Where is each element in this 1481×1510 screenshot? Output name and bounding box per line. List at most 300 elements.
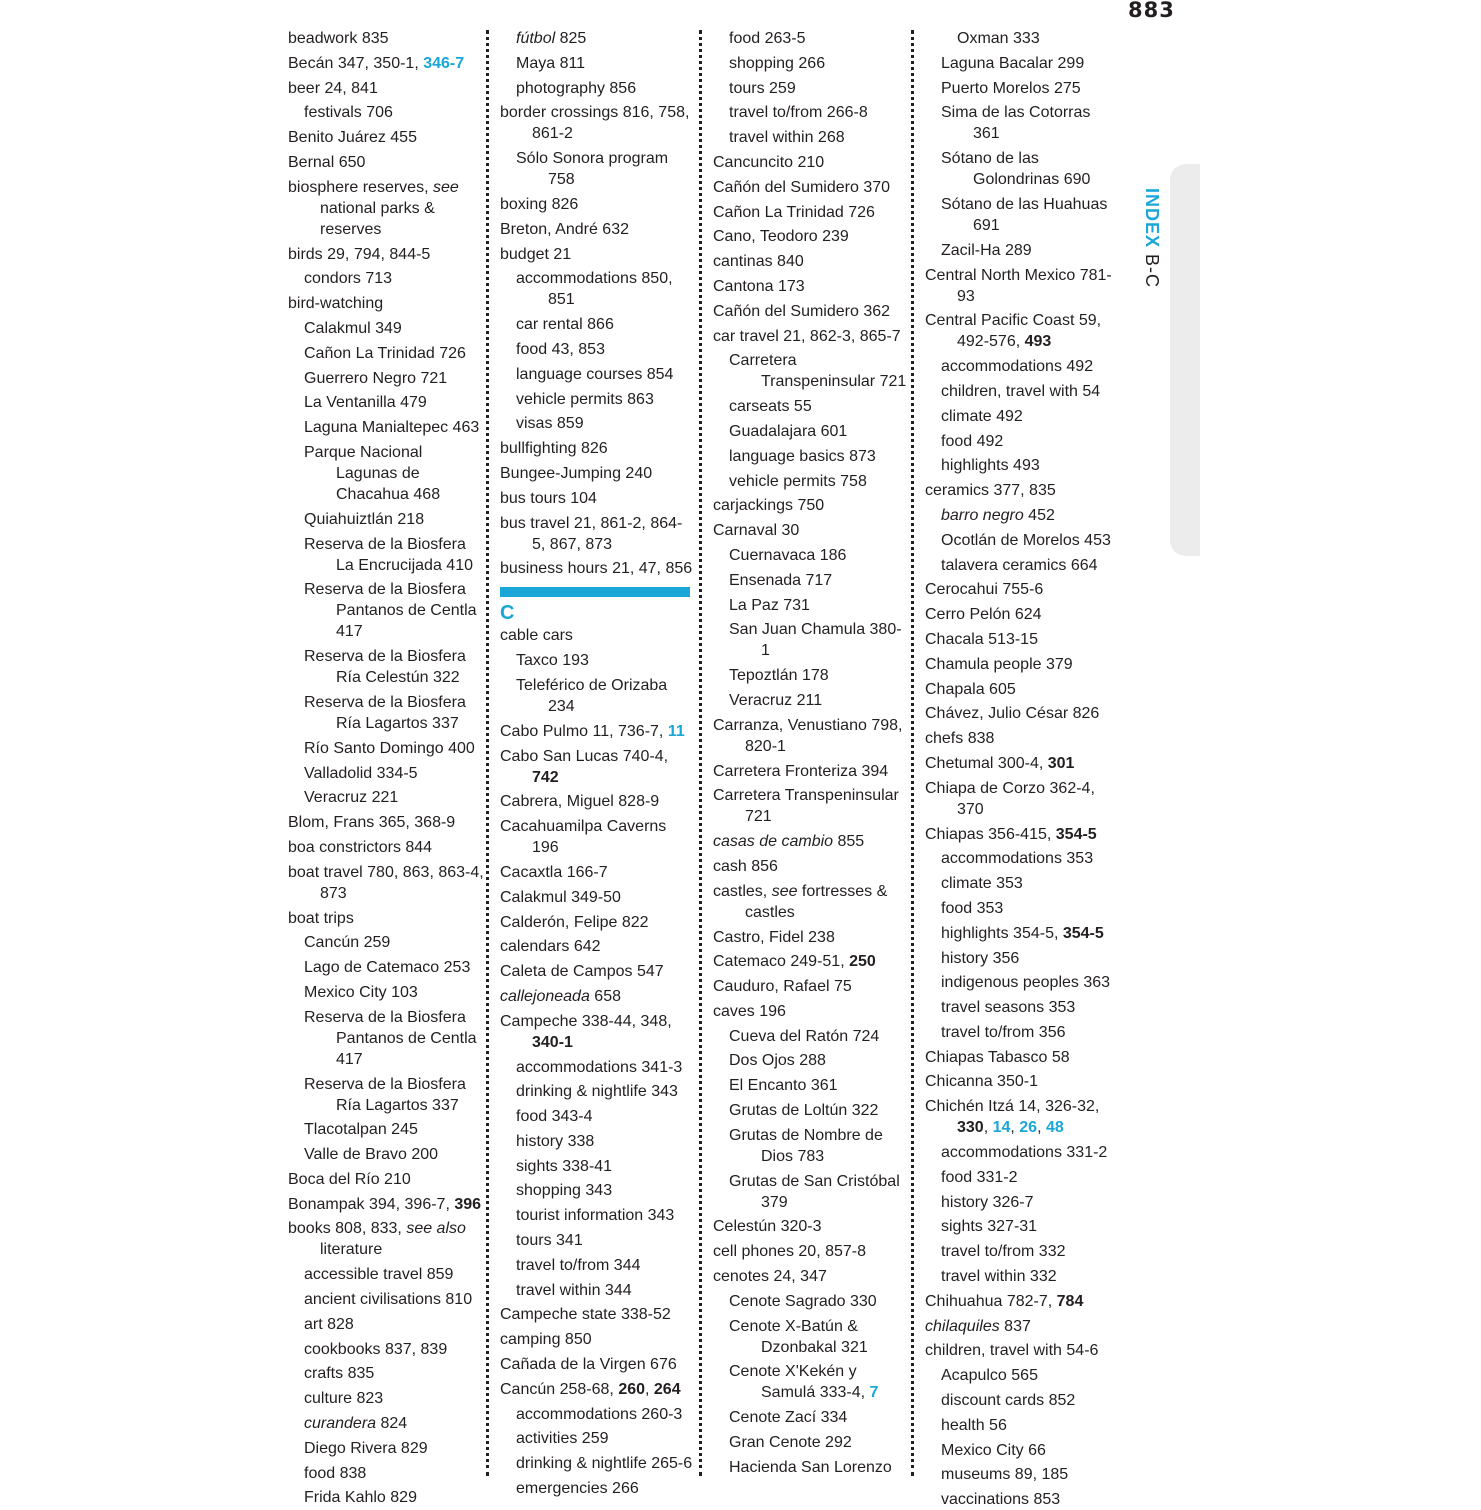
index-column-1 [288, 28, 484, 1507]
entry-text: travel within 332 [941, 1268, 1057, 1286]
index-subentry [288, 579, 484, 642]
entry-text: tours 341 [516, 1232, 583, 1250]
index-entry [713, 520, 907, 541]
index-entry [288, 152, 484, 173]
entry-text: climate 492 [941, 407, 1023, 425]
entry-text: visas 859 [516, 415, 584, 433]
entry-text: drinking & nightlife 265-6 [516, 1455, 693, 1473]
entry-text: Carretera Fronteriza 394 [713, 762, 889, 780]
entry-text: Bernal 650 [288, 153, 366, 171]
entry-text: Grutas de San Cristóbal 379 [729, 1172, 900, 1211]
index-subentry [713, 1407, 907, 1428]
index-entry [288, 908, 484, 929]
index-entry [925, 579, 1121, 600]
index-label-word: INDEX [1142, 188, 1162, 249]
entry-text: Reserva de la Biosfera Pantanos de Centla 417 [304, 1008, 477, 1068]
entry-text: calendars 642 [500, 938, 601, 956]
index-subentry [500, 1180, 694, 1201]
index-entry [500, 1354, 694, 1375]
entry-text: Cuernavaca 186 [729, 546, 847, 564]
column-separator [699, 30, 702, 1476]
entry-text: Central North Mexico 781-93 [925, 266, 1112, 305]
entry-text: tours 259 [729, 79, 796, 97]
page-ref-highlight: 14 [992, 1119, 1011, 1137]
entry-text: see [432, 178, 459, 196]
index-subentry [925, 102, 1121, 144]
entry-text: crafts 835 [304, 1365, 375, 1383]
entry-text: Cañon La Trinidad 726 [713, 203, 875, 221]
entry-text: Tepoztlán 178 [729, 667, 829, 685]
index-subentry [713, 690, 907, 711]
entry-text: San Juan Chamula 380-1 [729, 621, 902, 660]
index-subentry [925, 1192, 1121, 1213]
entry-text: business hours 21, 47, 856 [500, 560, 693, 578]
entry-text: tourist information 343 [516, 1207, 675, 1225]
index-subentry [713, 127, 907, 148]
index-subentry [288, 1487, 484, 1508]
index-subentry [288, 957, 484, 978]
index-subentry [713, 471, 907, 492]
entry-text: children, travel with 54 [941, 382, 1101, 400]
page-ref-map: 264 [653, 1380, 681, 1398]
entry-text: drinking & nightlife 343 [516, 1083, 678, 1101]
index-subentry [500, 148, 694, 190]
index-subentry [288, 1413, 484, 1434]
index-subentry [500, 1081, 694, 1102]
entry-text: see also [406, 1220, 466, 1238]
entry-text: Sótano de las Huahuas 691 [941, 195, 1108, 234]
entry-text: sights 338-41 [516, 1157, 613, 1175]
entry-text: Reserva de la Biosfera La Encrucijada 410 [304, 535, 473, 574]
index-entry [925, 703, 1121, 724]
entry-text: Sótano de las Golondrinas 690 [941, 150, 1091, 189]
index-entry [925, 728, 1121, 749]
entry-text: Reserva de la Biosfera Ría Lagartos 337 [304, 1075, 466, 1114]
index-entry [288, 812, 484, 833]
index-entry [925, 679, 1121, 700]
index-subentry [500, 413, 694, 434]
index-entry [713, 326, 907, 347]
entry-text: 825 [555, 30, 587, 47]
entry-text: carseats 55 [729, 398, 812, 416]
index-subentry [500, 78, 694, 99]
entry-text: Laguna Manialtepec 463 [304, 419, 480, 437]
index-entry [713, 831, 907, 852]
index-entry [713, 1001, 907, 1022]
entry-text: children, travel with 54-6 [925, 1342, 1099, 1360]
entry-text: food 331-2 [941, 1168, 1018, 1186]
page-ref-map: 396 [454, 1195, 482, 1213]
index-subentry [925, 381, 1121, 402]
index-entry [288, 53, 484, 74]
index-subentry [288, 534, 484, 576]
entry-text: travel seasons 353 [941, 999, 1076, 1017]
entry-text: chilaquiles [925, 1317, 1000, 1335]
index-subentry [500, 339, 694, 360]
index-subentry [713, 102, 907, 123]
index-entry [500, 1304, 694, 1325]
entry-text: Carretera Transpeninsular 721 [713, 787, 899, 826]
entry-text: food 263-5 [729, 30, 806, 47]
entry-text: highlights 354-5, [941, 924, 1063, 942]
entry-text: Chihuahua 782-7, [925, 1292, 1057, 1310]
entry-text: callejoneada [500, 987, 590, 1005]
index-entry [288, 177, 484, 240]
index-subentry [500, 28, 694, 49]
entry-text: photography 856 [516, 79, 637, 97]
entry-text: Puerto Morelos 275 [941, 79, 1081, 97]
entry-text: 452 [1023, 506, 1055, 524]
entry-text: Bonampak 394, 396-7, [288, 1195, 455, 1213]
index-subentry [288, 932, 484, 953]
entry-text: Carretera Transpeninsular 721 [729, 352, 907, 391]
page-ref-highlight: 346-7 [423, 54, 465, 72]
entry-text: Cenote Sagrado 330 [729, 1292, 877, 1310]
entry-text: Ensenada 717 [729, 571, 833, 589]
index-subentry [288, 442, 484, 505]
index-entry [288, 28, 484, 49]
index-subentry [713, 1026, 907, 1047]
index-entry [713, 177, 907, 198]
entry-text: accommodations 353 [941, 850, 1094, 868]
entry-text: Cenote X-Batún & Dzonbakal 321 [729, 1317, 868, 1356]
entry-text: Chapala 605 [925, 680, 1016, 698]
entry-text: Gran Cenote 292 [729, 1434, 852, 1452]
entry-text: Grutas de Loltún 322 [729, 1102, 879, 1120]
entry-text: Valle de Bravo 200 [304, 1146, 439, 1164]
entry-text: Dos Ojos 288 [729, 1052, 826, 1070]
index-subentry [288, 1144, 484, 1165]
entry-text: cenotes 24, 347 [713, 1268, 827, 1286]
entry-text: language basics 873 [729, 447, 876, 465]
entry-text: Cerro Pelón 624 [925, 606, 1042, 624]
entry-text: vaccinations 853 [941, 1491, 1061, 1509]
index-subentry [713, 1100, 907, 1121]
entry-text: food 838 [304, 1464, 367, 1482]
index-subentry [925, 1022, 1121, 1043]
entry-text: Cañón del Sumidero 370 [713, 178, 891, 196]
entry-text: Carranza, Venustiano 798, 820-1 [713, 716, 903, 755]
entry-text: discount cards 852 [941, 1392, 1076, 1410]
index-subentry [925, 1489, 1121, 1510]
index-subentry [925, 1390, 1121, 1411]
index-entry [713, 856, 907, 877]
entry-text: beadwork 835 [288, 30, 389, 47]
index-subentry [500, 1428, 694, 1449]
entry-text: Chiapas 356-415, [925, 825, 1056, 843]
index-entry [713, 276, 907, 297]
page-ref-highlight: 11 [667, 722, 685, 740]
page-ref-map: 493 [1024, 333, 1052, 351]
entry-text: Reserva de la Biosfera Ría Celestún 322 [304, 648, 466, 687]
entry-text: Cañon La Trinidad 726 [304, 344, 466, 362]
entry-text: curandera [304, 1415, 377, 1433]
index-subentry [288, 1289, 484, 1310]
entry-text: see [771, 882, 798, 900]
index-subentry [925, 997, 1121, 1018]
index-entry [288, 244, 484, 265]
entry-text: Cauduro, Rafael 75 [713, 978, 852, 996]
entry-text: Oxman 333 [957, 30, 1040, 47]
index-subentry [925, 1464, 1121, 1485]
index-subentry [713, 1316, 907, 1358]
entry-text: Cabo Pulmo 11, 736-7, [500, 722, 668, 740]
index-entry [713, 881, 907, 923]
index-subentry [500, 389, 694, 410]
entry-text: Cenote Zací 334 [729, 1409, 848, 1427]
entry-text: Benito Juárez 455 [288, 129, 417, 147]
entry-text: Celestún 320-3 [713, 1218, 822, 1236]
index-subentry [925, 406, 1121, 427]
page-ref-highlight: 48 [1045, 1119, 1064, 1137]
entry-text: El Encanto 361 [729, 1077, 838, 1095]
entry-text: caves 196 [713, 1002, 786, 1020]
index-subentry [713, 350, 907, 392]
page-ref-map: 354-5 [1055, 825, 1097, 843]
entry-text: car rental 866 [516, 316, 614, 334]
entry-text: Sólo Sonora program 758 [516, 150, 669, 189]
index-subentry [288, 417, 484, 438]
index-subentry [288, 1007, 484, 1070]
entry-text: Chiapa de Corzo 362-4, 370 [925, 779, 1095, 818]
entry-text: Chichén Itzá 14, 326-32, [925, 1098, 1100, 1116]
index-subentry [713, 1171, 907, 1213]
index-entry [500, 986, 694, 1007]
index-subentry [925, 148, 1121, 190]
index-entry [925, 480, 1121, 501]
entry-text: Calakmul 349 [304, 319, 402, 337]
entry-text: history 326-7 [941, 1193, 1034, 1211]
index-entry [713, 226, 907, 247]
index-subentry [500, 268, 694, 310]
entry-text: Cañón del Sumidero 362 [713, 302, 891, 320]
index-subentry [288, 1463, 484, 1484]
index-entry [713, 251, 907, 272]
index-subentry [500, 1404, 694, 1425]
index-subentry [713, 421, 907, 442]
entry-text: literature [320, 1241, 383, 1259]
entry-text: Grutas de Nombre de Dios 783 [729, 1126, 883, 1165]
index-subentry [713, 570, 907, 591]
index-subentry [925, 1415, 1121, 1436]
index-entry [500, 463, 694, 484]
index-subentry [500, 364, 694, 385]
entry-text: talavera ceramics 664 [941, 556, 1098, 574]
entry-text: food 43, 853 [516, 340, 605, 358]
entry-text: Lago de Catemaco 253 [304, 959, 471, 977]
index-entry [500, 244, 694, 265]
page-ref-map: 330 [957, 1119, 984, 1137]
page-ref-map: 354-5 [1062, 924, 1104, 942]
index-subentry [500, 1156, 694, 1177]
entry-text: Ocotlán de Morelos 453 [941, 531, 1111, 549]
entry-text: chefs 838 [925, 730, 995, 748]
entry-text: cookbooks 837, 839 [304, 1340, 448, 1358]
index-subentry [925, 431, 1121, 452]
index-entry [713, 1241, 907, 1262]
index-subentry [288, 1363, 484, 1384]
index-entry [713, 495, 907, 516]
index-entry [925, 1071, 1121, 1092]
index-subentry [288, 646, 484, 688]
entry-text: vehicle permits 863 [516, 390, 654, 408]
index-subentry [288, 738, 484, 759]
entry-text: culture 823 [304, 1390, 384, 1408]
entry-text: indigenous peoples 363 [941, 974, 1111, 992]
index-subentry [713, 1075, 907, 1096]
index-subentry [925, 240, 1121, 261]
entry-text: accommodations 850, 851 [516, 270, 673, 309]
entry-text: Mexico City 103 [304, 983, 418, 1001]
index-subentry [925, 356, 1121, 377]
index-entry [500, 721, 694, 742]
entry-text: shopping 343 [516, 1182, 613, 1200]
entry-text: ancient civilisations 810 [304, 1291, 473, 1309]
entry-text: car travel 21, 862-3, 865-7 [713, 327, 901, 345]
index-entry [713, 715, 907, 757]
page-ref-highlight: 26 [1019, 1119, 1038, 1137]
entry-text: , [983, 1119, 993, 1137]
entry-text: Cantona 173 [713, 277, 805, 295]
entry-text: Breton, André 632 [500, 220, 629, 238]
entry-text: 837 [999, 1317, 1031, 1335]
index-entry [500, 791, 694, 812]
index-subentry [288, 692, 484, 734]
entry-text: emergencies 266 [516, 1480, 639, 1498]
entry-text: Maya 811 [516, 54, 586, 72]
entry-text: castles, [713, 882, 772, 900]
index-subentry [500, 1205, 694, 1226]
entry-text: activities 259 [516, 1430, 609, 1448]
index-subentry [500, 1280, 694, 1301]
entry-text: Parque Nacional Lagunas de Chacahua 468 [304, 443, 441, 503]
index-subentry [288, 1074, 484, 1116]
index-label-range: B-C [1142, 254, 1162, 289]
entry-text: camping 850 [500, 1331, 592, 1349]
entry-text: Cueva del Ratón 724 [729, 1027, 880, 1045]
index-entry [713, 1216, 907, 1237]
index-entry [925, 824, 1121, 845]
entry-text: Cacaxtla 166-7 [500, 863, 608, 881]
index-entry [925, 753, 1121, 774]
entry-text: Frida Kahlo 829 [304, 1489, 417, 1507]
page-ref-map: 260 [618, 1380, 646, 1398]
entry-text: Chicanna 350-1 [925, 1073, 1038, 1091]
entry-text: Acapulco 565 [941, 1367, 1038, 1385]
entry-text: Valladolid 334-5 [304, 764, 418, 782]
entry-text: 855 [833, 833, 865, 851]
index-subentry [713, 665, 907, 686]
entry-text: , [1037, 1119, 1046, 1137]
entry-text: Taxco 193 [516, 652, 589, 670]
entry-text: Reserva de la Biosfera Pantanos de Centla 417 [304, 581, 477, 641]
index-entry [925, 629, 1121, 650]
index-entry [713, 976, 907, 997]
entry-text: Cerocahui 755-6 [925, 581, 1044, 599]
index-subentry [713, 1125, 907, 1167]
index-subentry [925, 1365, 1121, 1386]
index-entry [925, 604, 1121, 625]
entry-text: casas de cambio [713, 833, 834, 851]
entry-text: cable cars [500, 627, 573, 645]
entry-text: language courses 854 [516, 365, 674, 383]
entry-text: bus travel 21, 861-2, 864-5, 867, 873 [500, 514, 683, 553]
index-subentry [288, 343, 484, 364]
index-subentry [500, 1106, 694, 1127]
entry-text: Catemaco 249-51, [713, 953, 850, 971]
index-subentry [925, 1440, 1121, 1461]
index-subentry [713, 1457, 907, 1478]
entry-text: festivals 706 [304, 104, 393, 122]
index-entry [288, 837, 484, 858]
index-subentry [713, 446, 907, 467]
index-subentry [288, 368, 484, 389]
entry-text: , [1010, 1119, 1020, 1137]
entry-text: Blom, Frans 365, 368-9 [288, 814, 456, 832]
index-entry [925, 265, 1121, 307]
index-subentry [288, 102, 484, 123]
index-entry [500, 936, 694, 957]
index-entry [500, 816, 694, 858]
entry-text: books 808, 833, [288, 1220, 407, 1238]
entry-text: history 338 [516, 1132, 595, 1150]
entry-text: national parks & reserves [320, 199, 435, 238]
index-entry [500, 513, 694, 555]
entry-text: accommodations 260-3 [516, 1405, 683, 1423]
entry-text: fortresses & castles [745, 882, 888, 921]
index-entry [925, 310, 1121, 352]
entry-text: cell phones 20, 857-8 [713, 1243, 866, 1261]
index-entry [500, 746, 694, 788]
index-subentry [500, 1478, 694, 1499]
index-subentry [925, 1241, 1121, 1262]
index-subentry [288, 268, 484, 289]
index-subentry [925, 1142, 1121, 1163]
entry-text: health 56 [941, 1416, 1007, 1434]
section-letter: C [500, 602, 515, 625]
index-entry [288, 862, 484, 904]
index-entry [713, 927, 907, 948]
entry-text: Cancuncito 210 [713, 153, 825, 171]
index-subentry [288, 392, 484, 413]
index-subentry [713, 53, 907, 74]
entry-text: Chávez, Julio César 826 [925, 705, 1100, 723]
entry-text: boxing 826 [500, 195, 579, 213]
index-entry [500, 625, 694, 646]
entry-text: Hacienda San Lorenzo [729, 1458, 892, 1476]
index-entry [713, 951, 907, 972]
entry-text: boat travel 780, 863, 863-4, 873 [288, 863, 484, 902]
index-entry [500, 887, 694, 908]
index-entry [500, 488, 694, 509]
entry-text: travel to/from 332 [941, 1243, 1066, 1261]
entry-text: travel to/from 356 [941, 1023, 1066, 1041]
page-ref-map: 340-1 [532, 1033, 573, 1051]
index-entry [925, 778, 1121, 820]
entry-text: birds 29, 794, 844-5 [288, 245, 431, 263]
index-subentry [925, 194, 1121, 236]
entry-text: bullfighting 826 [500, 440, 608, 458]
page-ref-map: 301 [1047, 754, 1075, 772]
entry-text: Cenote X'Kekén y Samulá 333-4, [729, 1363, 870, 1402]
page-ref-map: 742 [532, 768, 559, 786]
entry-text: Zacil-Ha 289 [941, 241, 1032, 259]
entry-text: beer 24, 841 [288, 79, 378, 97]
index-subentry [713, 28, 907, 49]
entry-text: Chiapas Tabasco 58 [925, 1048, 1070, 1066]
entry-text: , [645, 1380, 654, 1398]
index-entry [713, 1266, 907, 1287]
